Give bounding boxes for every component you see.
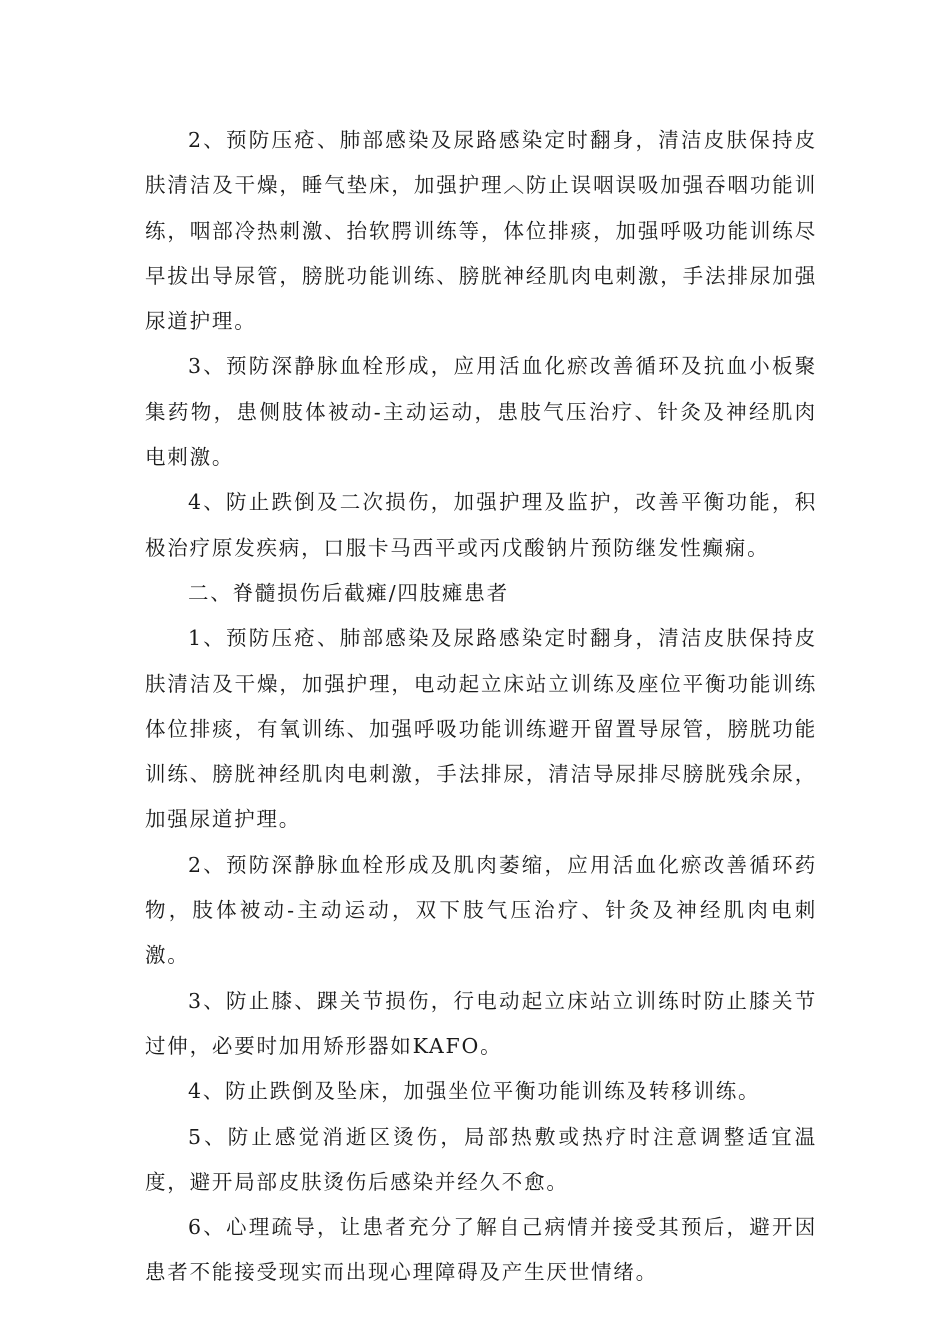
section-paragraph-joint-injury: 3、防止膝、踝关节损伤，行电动起立床站立训练时防止膝关节过伸，必要时加用矫形器如KAFO。: [145, 988, 817, 1058]
section-paragraph-dvt-atrophy: 2、预防深静脉血栓形成及肌肉萎缩，应用活血化瘀改善循环药物，肢体被动-主动运动，双下肢气压治疗、针灸及神经肌肉电刺激。: [145, 852, 817, 968]
paragraph-prevent-dvt: 3、预防深静脉血栓形成，应用活血化瘀改善循环及抗血小板聚集药物，患侧肢体被动-主动运动，患肢气压治疗、针灸及神经肌肉电刺激。: [145, 354, 817, 470]
section-paragraph-falls: 4、防止跌倒及坠床，加强坐位平衡功能训练及转移训练。: [188, 1079, 761, 1104]
paragraph-prevent-pressure-sores: 2、预防压疮、肺部感染及尿路感染定时翻身，清洁皮肤保持皮肤清洁及干燥，睡气垫床，加强护理︿防止误咽误吸加强吞咽功能训练，咽部冷热刺激、抬软腭训练等，体位排痰，加强呼吸功能训练尽早拔出导尿管，膀胱功能训练、膀胱神经肌肉电刺激，手法排尿加强尿道护理。: [145, 128, 817, 334]
document-body: [145, 118, 817, 1296]
section-paragraph-burns: 5、防止感觉消逝区烫伤，局部热敷或热疗时注意调整适宜温度，避开局部皮肤烫伤后感染并经久不愈。: [145, 1124, 817, 1194]
section-paragraph-psychological: 6、心理疏导，让患者充分了解自己病情并接受其预后，避开因患者不能接受现实而出现心理障碍及产生厌世情绪。: [145, 1215, 817, 1285]
section-heading-spinal-cord-injury: 二、脊髓损伤后截瘫/四肢瘫患者: [188, 580, 509, 605]
section-paragraph-pressure-sores: 1、预防压疮、肺部感染及尿路感染定时翻身，清洁皮肤保持皮肤清洁及干燥，加强护理，电动起立床站立训练及座位平衡功能训练体位排痰，有氧训练、加强呼吸功能训练避开留置导尿管，膀胱功能训练、膀胱神经肌肉电刺激，手法排尿，清洁导尿排尽膀胱残余尿，加强尿道护理。: [145, 626, 817, 832]
paragraph-prevent-falls: 4、防止跌倒及二次损伤，加强护理及监护，改善平衡功能，积极治疗原发疾病，口服卡马西平或丙戊酸钠片预防继发性癫痫。: [145, 490, 817, 560]
